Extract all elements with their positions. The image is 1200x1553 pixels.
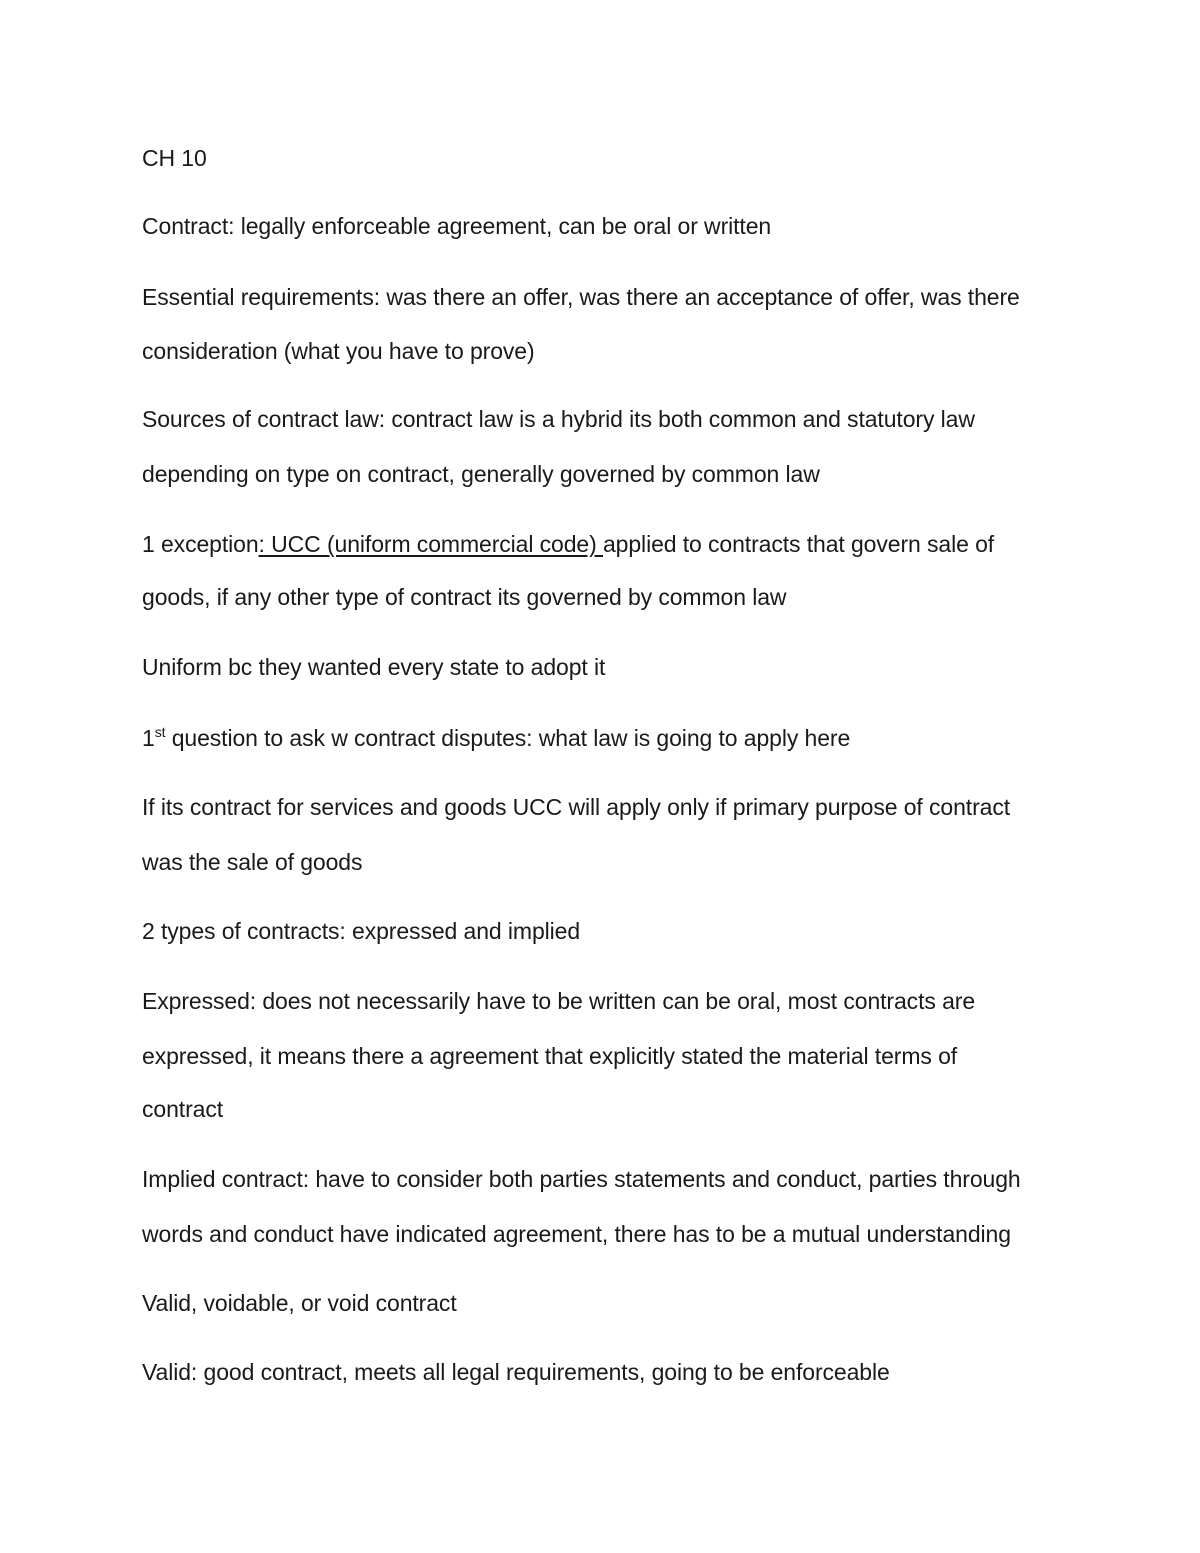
question-number: 1 — [142, 725, 155, 751]
text-line: 2 types of contracts: expressed and implied — [142, 918, 581, 944]
text-line: Valid, voidable, or void contract — [142, 1290, 457, 1316]
text-line: contract — [142, 1096, 224, 1122]
exception-suffix: applied to contracts that govern sale of — [602, 531, 995, 557]
text-line: Implied contract: have to consider both parties statements and conduct, parties through — [142, 1166, 1021, 1192]
text-line: Essential requirements: was there an offer, was there an acceptance of offer, was there — [142, 284, 1020, 310]
ucc-underlined-text: : UCC (uniform commercial code) — [258, 531, 603, 557]
exception-line — [142, 529, 994, 559]
text-line: Valid: good contract, meets all legal requirements, going to be enforceable — [142, 1359, 890, 1385]
text-line: Expressed: does not necessarily have to be written can be oral, most contracts are — [142, 988, 976, 1014]
text-line: was the sale of goods — [142, 849, 363, 875]
text-line: depending on type on contract, generally governed by common law — [142, 461, 820, 487]
text-line: Contract: legally enforceable agreement, can be oral or written — [142, 213, 772, 239]
text-line: expressed, it means there a agreement that explicitly stated the material terms of — [142, 1043, 958, 1069]
text-line: consideration (what you have to prove) — [142, 338, 535, 364]
text-line: Uniform bc they wanted every state to adopt it — [142, 654, 606, 680]
chapter-heading: CH 10 — [142, 145, 207, 171]
question-text: question to ask w contract disputes: what law is going to apply here — [165, 725, 851, 751]
text-line: Sources of contract law: contract law is a hybrid its both common and statutory law — [142, 406, 975, 432]
text-line: goods, if any other type of contract its governed by common law — [142, 584, 787, 610]
exception-prefix: 1 exception — [142, 531, 259, 557]
question-line — [142, 723, 850, 753]
text-line: If its contract for services and goods UCC will apply only if primary purpose of contract — [142, 794, 1011, 820]
text-line: words and conduct have indicated agreement, there has to be a mutual understanding — [142, 1221, 1011, 1247]
ordinal-superscript: st — [154, 724, 166, 740]
